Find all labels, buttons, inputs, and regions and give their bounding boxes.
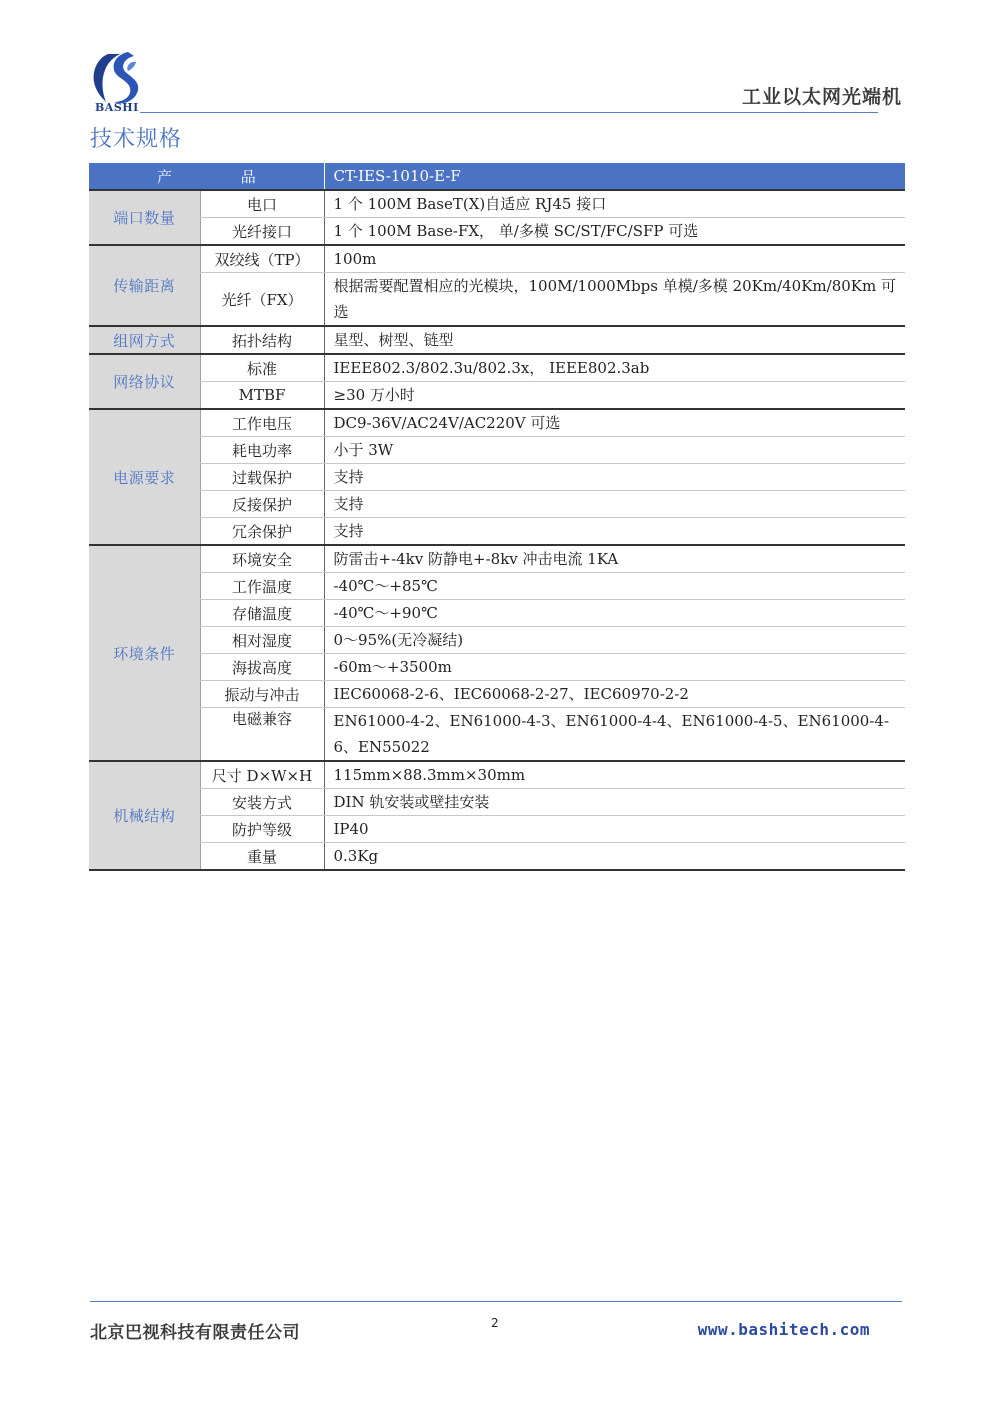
header-divider [140, 112, 878, 113]
value-cell: 100m [324, 245, 905, 273]
section-title: 技术规格 [90, 127, 183, 152]
table-row [89, 708, 905, 762]
value-cell: IEEE802.3/802.3u/802.3x， IEEE802.3ab [324, 354, 905, 382]
table-row [89, 409, 905, 437]
table-row [89, 627, 905, 654]
param-cell: 振动与冲击 [200, 681, 324, 708]
category-cell: 端口数量 [89, 190, 200, 245]
footer-divider [90, 1301, 902, 1302]
page-number: 2 [491, 1316, 499, 1330]
param-cell: 电磁兼容 [200, 708, 324, 762]
param-cell: 标准 [200, 354, 324, 382]
category-cell: 环境条件 [89, 545, 200, 761]
table-row [89, 190, 905, 218]
value-cell: ≥30 万小时 [324, 382, 905, 410]
table-row [89, 354, 905, 382]
param-cell: 工作温度 [200, 573, 324, 600]
category-cell: 组网方式 [89, 326, 200, 354]
footer-company: 北京巴视科技有限责任公司 [90, 1323, 300, 1343]
value-cell: 根据需要配置相应的光模块，100M/1000Mbps 单模/多模 20Km/40Km/80Km 可选 [324, 273, 905, 327]
header-model-cell: CT-IES-1010-E-F [324, 163, 905, 190]
category-cell: 机械结构 [89, 761, 200, 870]
table-row [89, 273, 905, 327]
table-row [89, 464, 905, 491]
value-cell: 1 个 100M Base-FX， 单/多模 SC/ST/FC/SFP 可选 [324, 218, 905, 246]
table-row [89, 218, 905, 246]
spec-table [89, 163, 905, 871]
value-cell: -60m～+3500m [324, 654, 905, 681]
param-cell: 冗余保护 [200, 518, 324, 546]
table-row [89, 761, 905, 789]
value-cell: 星型、树型、链型 [324, 326, 905, 354]
table-row [89, 545, 905, 573]
table-row [89, 326, 905, 354]
param-cell: 光纤（FX） [200, 273, 324, 327]
category-cell: 传输距离 [89, 245, 200, 326]
value-cell: 115mm×88.3mm×30mm [324, 761, 905, 789]
value-cell: 0～95%(无冷凝结) [324, 627, 905, 654]
param-cell: 双绞线（TP） [200, 245, 324, 273]
value-cell: DIN 轨安装或壁挂安装 [324, 789, 905, 816]
table-row [89, 654, 905, 681]
param-cell: 防护等级 [200, 816, 324, 843]
table-row [89, 573, 905, 600]
header-title: 工业以太网光端机 [741, 86, 902, 108]
param-cell: 尺寸 D×W×H [200, 761, 324, 789]
value-cell: IP40 [324, 816, 905, 843]
param-cell: 电口 [200, 190, 324, 218]
param-cell: 反接保护 [200, 491, 324, 518]
table-row [89, 437, 905, 464]
header-product-right: 品 [240, 167, 256, 186]
category-cell: 电源要求 [89, 409, 200, 545]
table-row [89, 518, 905, 546]
table-row [89, 245, 905, 273]
category-cell: 网络协议 [89, 354, 200, 409]
value-cell: EN61000-4-2、EN61000-4-3、EN61000-4-4、EN61000-4-5、EN61000-4-6、EN55022 [324, 708, 905, 762]
header-product-cell [89, 163, 324, 190]
param-cell: 安装方式 [200, 789, 324, 816]
param-cell: 相对湿度 [200, 627, 324, 654]
param-cell: 工作电压 [200, 409, 324, 437]
table-row [89, 600, 905, 627]
table-row [89, 843, 905, 871]
value-cell: 0.3Kg [324, 843, 905, 871]
value-cell: 1 个 100M BaseT(X)自适应 RJ45 接口 [324, 190, 905, 218]
header-product-left: 产 [157, 167, 173, 186]
value-cell: 支持 [324, 464, 905, 491]
param-cell: 海拔高度 [200, 654, 324, 681]
value-cell: IEC60068-2-6、IEC60068-2-27、IEC60970-2-2 [324, 681, 905, 708]
value-cell: 小于 3W [324, 437, 905, 464]
table-row [89, 491, 905, 518]
table-row [89, 789, 905, 816]
value-cell: -40℃～+90℃ [324, 600, 905, 627]
param-cell: 耗电功率 [200, 437, 324, 464]
param-cell: 重量 [200, 843, 324, 871]
value-cell: 支持 [324, 491, 905, 518]
value-cell: 防雷击+-4kv 防静电+-8kv 冲击电流 1KA [324, 545, 905, 573]
logo-text: BASHI [95, 101, 139, 114]
param-cell: 环境安全 [200, 545, 324, 573]
param-cell: 存储温度 [200, 600, 324, 627]
table-row [89, 681, 905, 708]
value-cell: 支持 [324, 518, 905, 546]
param-cell: 过载保护 [200, 464, 324, 491]
footer-url[interactable]: www.bashitech.com [697, 1320, 870, 1339]
param-cell: 拓扑结构 [200, 326, 324, 354]
param-cell: MTBF [200, 382, 324, 410]
table-header-row [89, 163, 905, 190]
value-cell: -40℃～+85℃ [324, 573, 905, 600]
value-cell: DC9-36V/AC24V/AC220V 可选 [324, 409, 905, 437]
table-row [89, 816, 905, 843]
table-row [89, 382, 905, 410]
param-cell: 光纤接口 [200, 218, 324, 246]
